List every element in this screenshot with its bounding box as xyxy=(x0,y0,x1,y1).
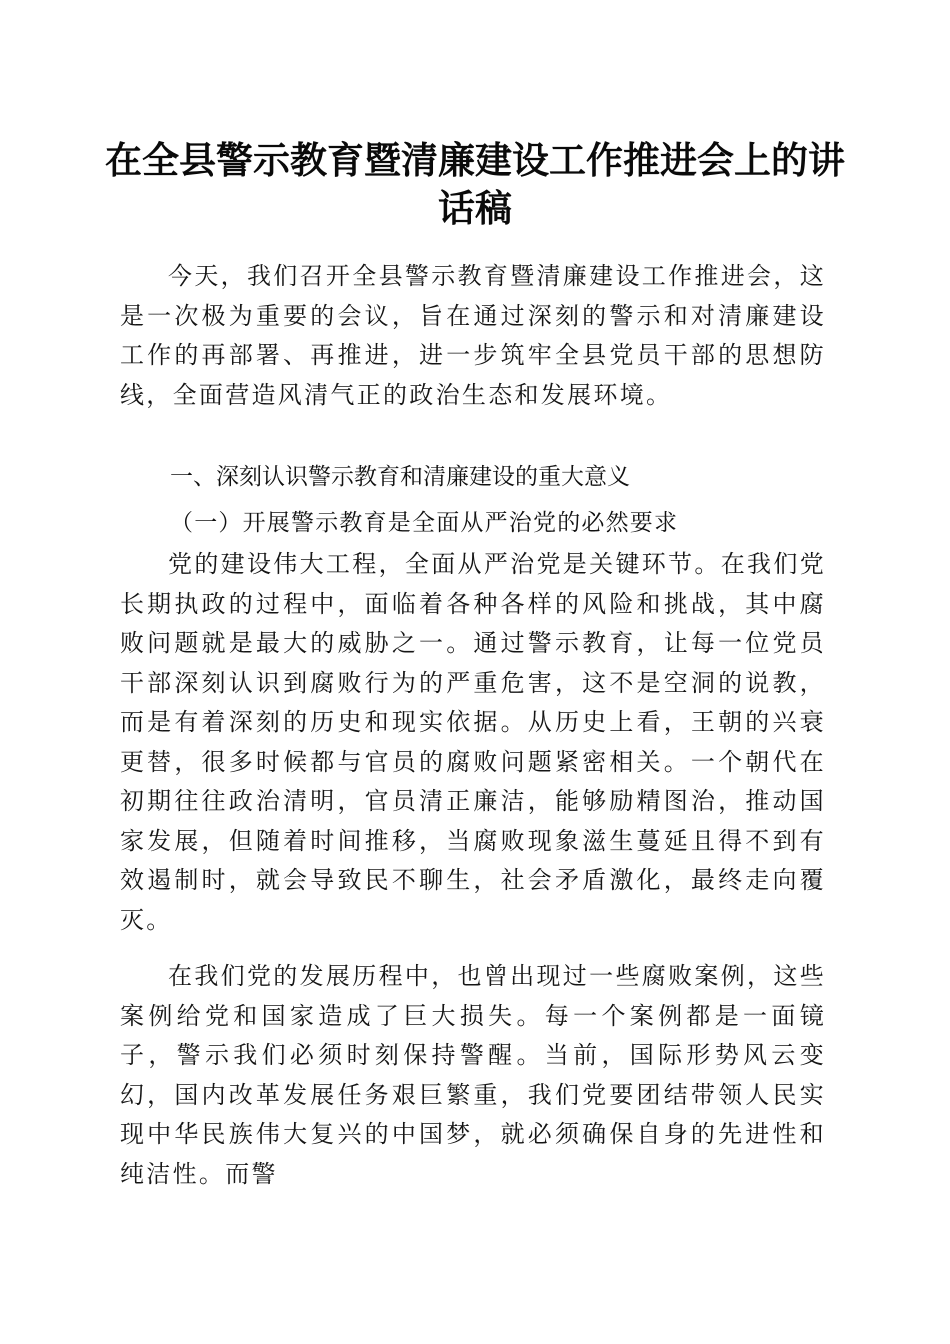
body-paragraph-2: 在我们党的发展历程中，也曾出现过一些腐败案例，这些案例给党和国家造成了巨大损失。每一个案例都是一面镜子，警示我们必须时刻保持警醒。当前，国际形势风云变幻，国内改革发展任务艰巨繁重，我们党要团结带领人民实现中华民族伟大复兴的中国梦，就必须确保自身的先进性和纯洁性。而警 xyxy=(120,962,826,1188)
section-heading: 一、深刻认识警示教育和清廉建设的重大意义 xyxy=(170,464,630,490)
document-title: 在全县警示教育暨清廉建设工作推进会上的讲话稿 xyxy=(105,138,845,230)
body-paragraph-1: 党的建设伟大工程，全面从严治党是关键环节。在我们党长期执政的过程中，面临着各种各样的风险和挑战，其中腐败问题就是最大的威胁之一。通过警示教育，让每一位党员干部深刻认识到腐败行为的严重危害，这不是空洞的说教，而是有着深刻的历史和现实依据。从历史上看，王朝的兴衰更替，很多时候都与官员的腐败问题紧密相关。一个朝代在初期往往政治清明，官员清正廉洁，能够励精图治，推动国家发展，但随着时间推移，当腐败现象滋生蔓延且得不到有效遏制时，就会导致民不聊生，社会矛盾激化，最终走向覆灭。 xyxy=(120,550,826,934)
intro-paragraph: 今天，我们召开全县警示教育暨清廉建设工作推进会，这是一次极为重要的会议，旨在通过深刻的警示和对清廉建设工作的再部署、再推进，进一步筑牢全县党员干部的思想防线，全面营造风清气正的政治生态和发展环境。 xyxy=(120,262,826,409)
subsection-heading: （一）开展警示教育是全面从严治党的必然要求 xyxy=(170,510,679,536)
